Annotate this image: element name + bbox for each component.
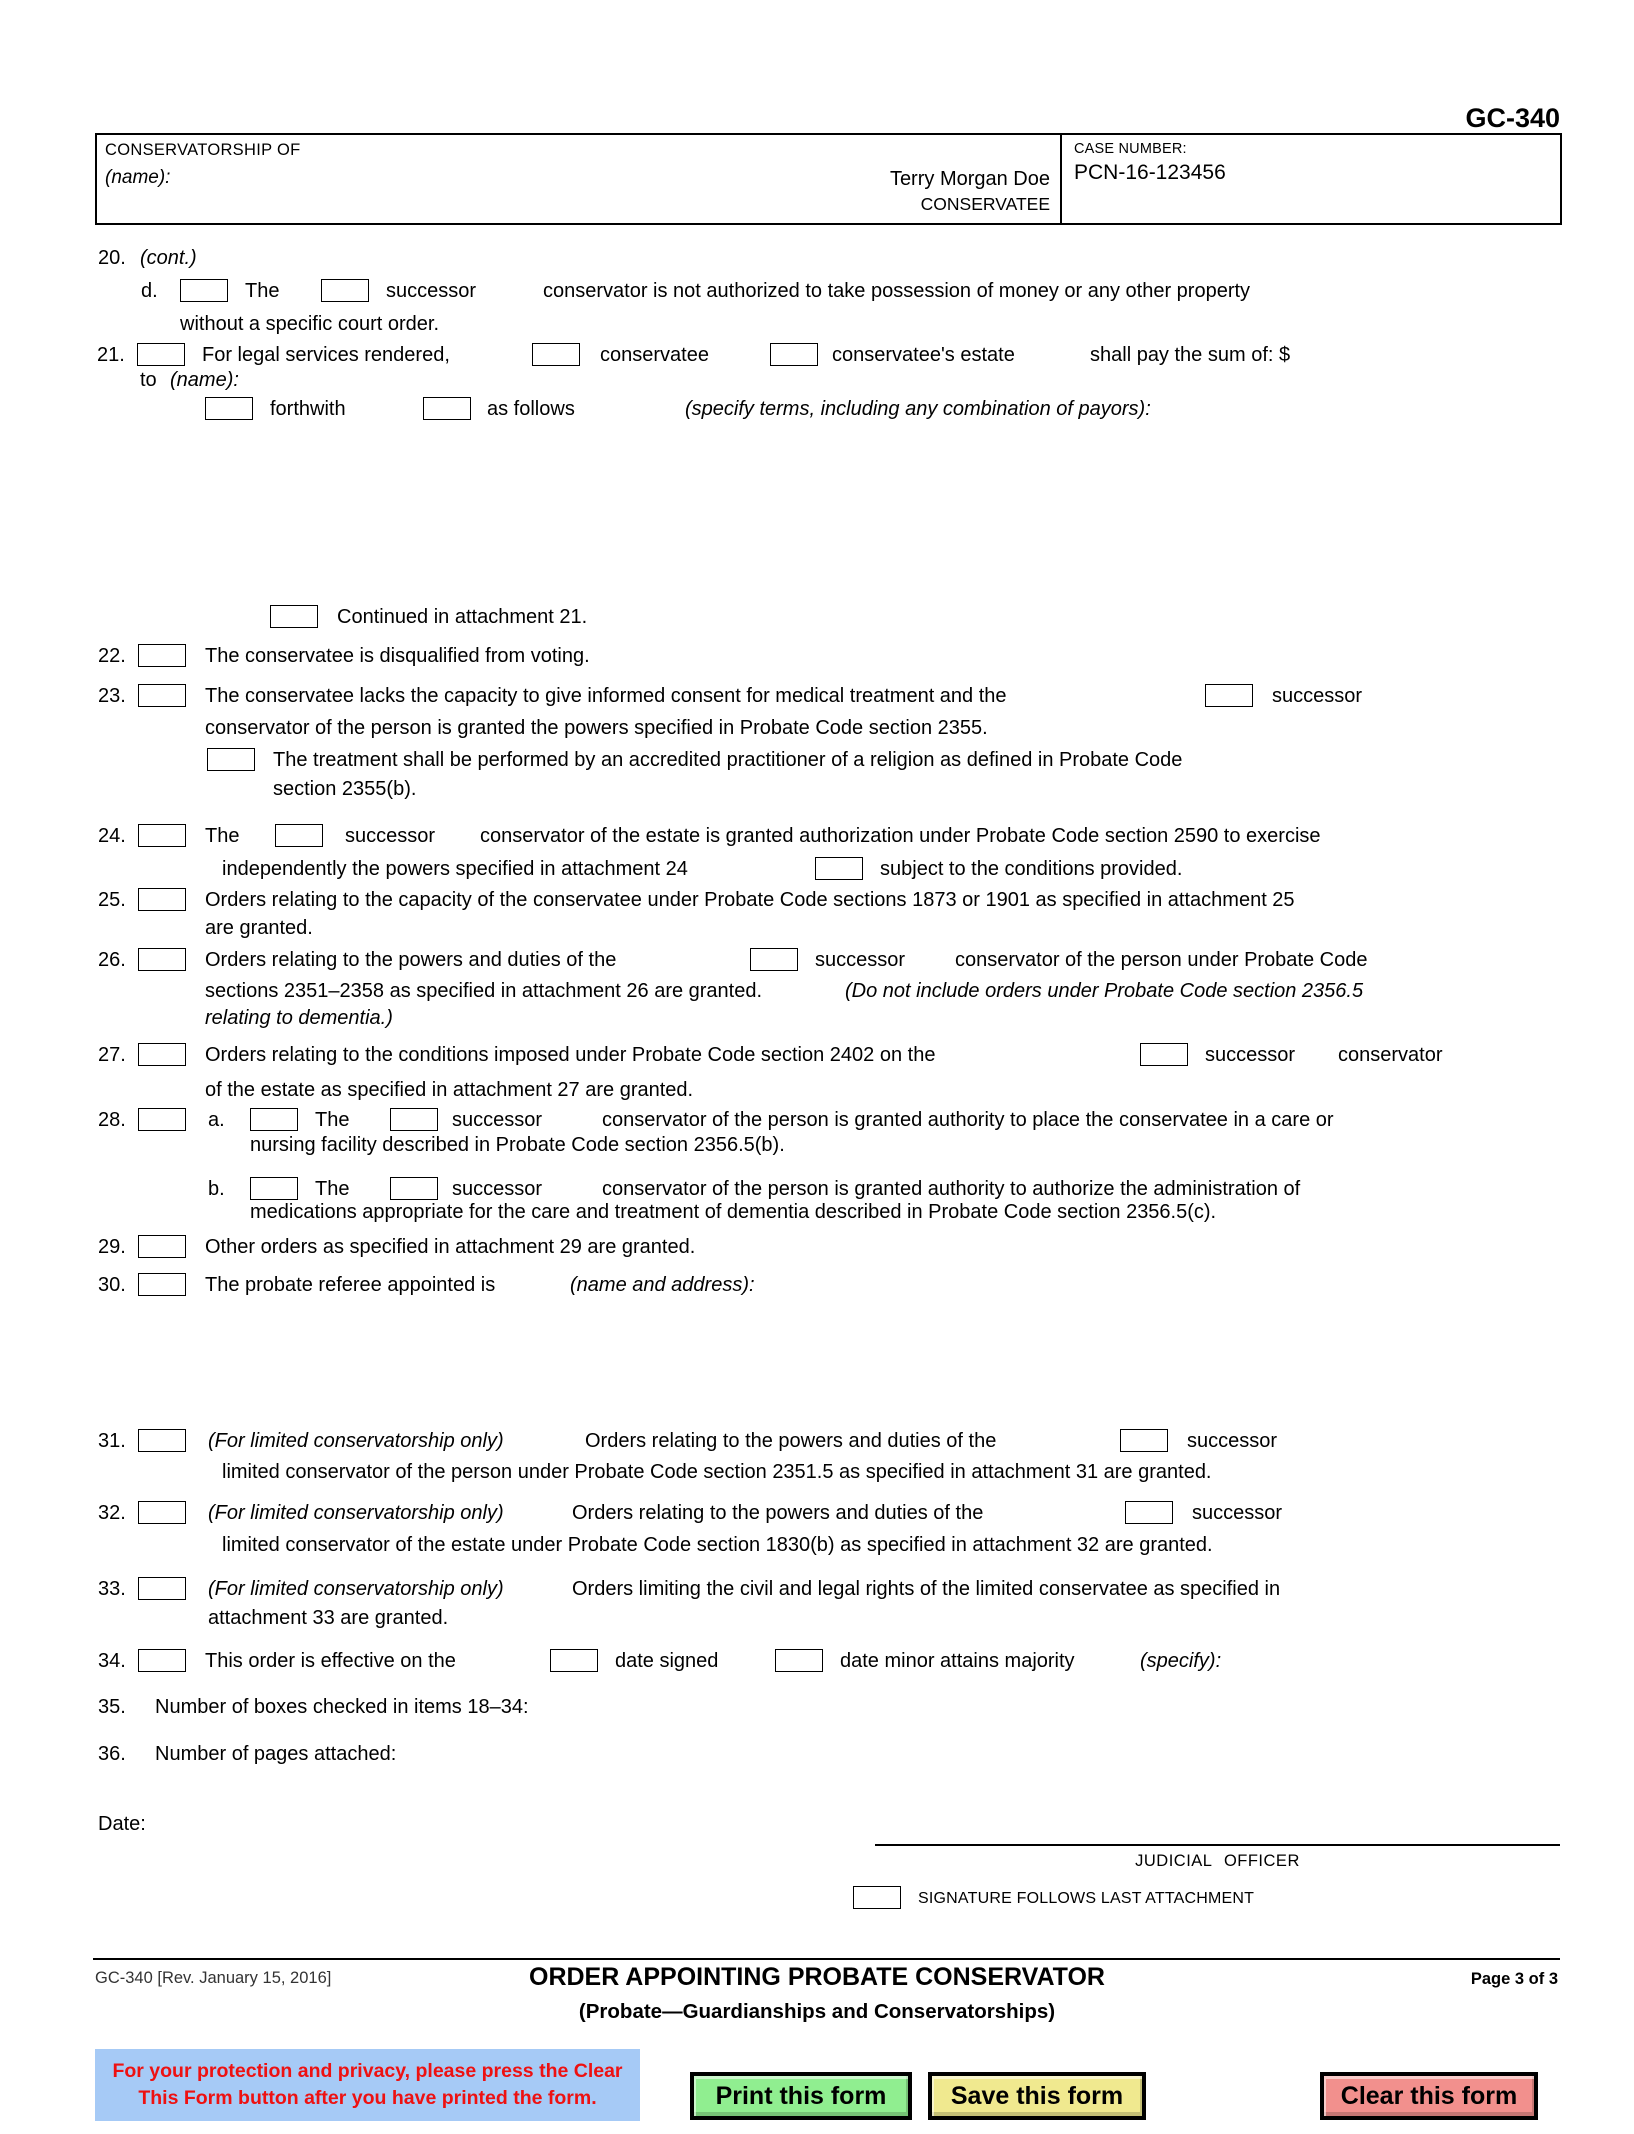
- item22-number: 22.: [98, 645, 126, 667]
- item34-date-signed-checkbox[interactable]: [550, 1649, 598, 1672]
- item24-checkbox[interactable]: [138, 824, 186, 847]
- item35-line: [0, 1695, 1634, 1721]
- item34-text: This order is effective on the: [205, 1650, 456, 1672]
- item28a-text: conservator of the person is granted authority to place the conservatee in a care or: [602, 1109, 1334, 1131]
- item21-number: 21.: [97, 344, 125, 366]
- footer-rule: [93, 1958, 1560, 1960]
- item24-conditions-checkbox[interactable]: [815, 857, 863, 880]
- item29-text: Other orders as specified in attachment 29 are granted.: [205, 1236, 696, 1258]
- item24-successor-checkbox[interactable]: [275, 824, 323, 847]
- item35-number: 35.: [98, 1696, 126, 1718]
- item21-as-follows-checkbox[interactable]: [423, 397, 471, 420]
- item23-line2: [0, 716, 1634, 742]
- case-number-value[interactable]: PCN-16-123456: [1074, 161, 1226, 184]
- item34-line: [0, 1649, 1634, 1675]
- item28b-the-checkbox[interactable]: [250, 1177, 298, 1200]
- item20d-letter: d.: [141, 280, 158, 302]
- item27-successor-checkbox[interactable]: [1140, 1043, 1188, 1066]
- item23-successor-checkbox[interactable]: [1205, 684, 1253, 707]
- item20-cont-label: (cont.): [140, 247, 197, 269]
- item31-successor-label: successor: [1187, 1430, 1278, 1452]
- item34-specify-label: (specify):: [1140, 1650, 1222, 1672]
- item28a-line1: [0, 1108, 1634, 1134]
- item31-checkbox[interactable]: [138, 1429, 186, 1452]
- item28a-successor-label: successor: [452, 1109, 543, 1131]
- item28b-successor-label: successor: [452, 1178, 543, 1200]
- item33-line1: [0, 1577, 1634, 1603]
- item31-successor-checkbox[interactable]: [1120, 1429, 1168, 1452]
- item21-text: to: [140, 369, 157, 391]
- item30-line: [0, 1273, 1634, 1299]
- judicial-officer-signature-line: [875, 1844, 1560, 1846]
- item20d-the-checkbox[interactable]: [180, 279, 228, 302]
- item21-continued-line: [0, 605, 1634, 631]
- item28-checkbox[interactable]: [138, 1108, 186, 1131]
- item20d-line1: [0, 279, 1634, 305]
- item21-text: For legal services rendered,: [202, 344, 450, 366]
- item33-limited-label: (For limited conservatorship only): [208, 1578, 504, 1600]
- item33-line2: [0, 1606, 1634, 1632]
- form-title: ORDER APPOINTING PROBATE CONSERVATOR: [529, 1963, 1105, 1991]
- item23-checkbox[interactable]: [138, 684, 186, 707]
- item36-text: Number of pages attached:: [155, 1743, 397, 1765]
- item34-minor-majority-checkbox[interactable]: [775, 1649, 823, 1672]
- item28a-letter: a.: [208, 1109, 225, 1131]
- item27-line2: [0, 1078, 1634, 1104]
- page-number: Page 3 of 3: [1470, 1970, 1558, 1988]
- signature-follows-checkbox[interactable]: [853, 1886, 901, 1909]
- item27-successor-label: successor: [1205, 1044, 1296, 1066]
- item24-line1: [0, 824, 1634, 850]
- item26-line2: [0, 979, 1634, 1005]
- item28a-line2: [0, 1133, 1634, 1159]
- form-subtitle: (Probate—Guardianships and Conservatorships): [578, 2000, 1056, 2023]
- date-label: Date:: [98, 1813, 146, 1835]
- item24-text: The: [205, 825, 240, 847]
- conservatorship-of-label: CONSERVATORSHIP OF: [105, 141, 301, 159]
- item26-line1: [0, 948, 1634, 974]
- item21-as-follows-label: as follows: [487, 398, 575, 420]
- item27-line1: [0, 1043, 1634, 1069]
- item34-minor-majority-label: date minor attains majority: [840, 1650, 1075, 1672]
- item34-number: 34.: [98, 1650, 126, 1672]
- caption-divider: [1060, 135, 1062, 223]
- item21-text: shall pay the sum of: $: [1090, 344, 1291, 366]
- case-caption-box: [95, 133, 1562, 225]
- item26-note: (Do not include orders under Probate Code section 2356.5: [845, 980, 1364, 1002]
- item31-text: Orders relating to the powers and duties of the: [585, 1430, 997, 1452]
- clear-form-button[interactable]: Clear this form: [1320, 2072, 1538, 2120]
- item35-text: Number of boxes checked in items 18–34:: [155, 1696, 529, 1718]
- item20-cont-line: [0, 246, 1634, 272]
- privacy-notice-line1: For your protection and privacy, please press the Clear: [112, 2060, 623, 2082]
- item31-limited-label: (For limited conservatorship only): [208, 1430, 504, 1452]
- item20d-text: conservator is not authorized to take possession of money or any other property: [543, 280, 1251, 302]
- item28b-letter: b.: [208, 1178, 225, 1200]
- item20d-text: without a specific court order.: [180, 313, 440, 335]
- form-code-label: GC-340: [1465, 103, 1560, 133]
- item25-checkbox[interactable]: [138, 888, 186, 911]
- item21-estate-checkbox[interactable]: [770, 343, 818, 366]
- item20d-line2: [0, 312, 1634, 338]
- save-form-button[interactable]: Save this form: [928, 2072, 1146, 2120]
- item23-religion-line1: [0, 748, 1634, 774]
- item21-forthwith-label: forthwith: [270, 398, 346, 420]
- item21-line2: [0, 368, 1634, 394]
- item28b-text: conservator of the person is granted authority to authorize the administration of: [602, 1178, 1301, 1200]
- item28b-line2: [0, 1200, 1634, 1226]
- item33-checkbox[interactable]: [138, 1577, 186, 1600]
- item31-number: 31.: [98, 1430, 126, 1452]
- item23-religion-line2: [0, 777, 1634, 803]
- item21-name-label: (name):: [170, 369, 239, 391]
- item26-successor-checkbox[interactable]: [750, 948, 798, 971]
- item27-checkbox[interactable]: [138, 1043, 186, 1066]
- item26-line3: [0, 1006, 1634, 1032]
- item23-successor-label: successor: [1272, 685, 1363, 707]
- item33-number: 33.: [98, 1578, 126, 1600]
- print-form-button[interactable]: Print this form: [690, 2072, 912, 2120]
- item32-checkbox[interactable]: [138, 1501, 186, 1524]
- privacy-notice-line2: This Form button after you have printed the form.: [138, 2087, 597, 2109]
- item21-continued-label: Continued in attachment 21.: [337, 606, 588, 628]
- item22-checkbox[interactable]: [138, 644, 186, 667]
- item22-line: [0, 644, 1634, 670]
- item25-text: Orders relating to the capacity of the conservatee under Probate Code sections 1873 or 1901 as specified in attachment 25: [205, 889, 1295, 911]
- item29-number: 29.: [98, 1236, 126, 1258]
- item28a-text: The: [315, 1109, 350, 1131]
- item20d-successor-label: successor: [386, 280, 477, 302]
- judicial-officer-label: JUDICIAL OFFICER: [1135, 1852, 1300, 1870]
- item23-line1: [0, 684, 1634, 710]
- item32-limited-label: (For limited conservatorship only): [208, 1502, 504, 1524]
- item23-text: The conservatee lacks the capacity to give informed consent for medical treatment and the: [205, 685, 1007, 707]
- item20d-successor-checkbox[interactable]: [321, 279, 369, 302]
- item30-text: The probate referee appointed is: [205, 1274, 496, 1296]
- item27-text: conservator: [1338, 1044, 1443, 1066]
- item21-specify-label: (specify terms, including any combination of payors):: [685, 398, 1151, 420]
- item26-text: sections 2351–2358 as specified in attachment 26 are granted.: [205, 980, 763, 1002]
- item28b-text: The: [315, 1178, 350, 1200]
- item28b-successor-checkbox[interactable]: [390, 1177, 438, 1200]
- item31-text: limited conservator of the person under Probate Code section 2351.5 as specified in attachment 31 are granted.: [222, 1461, 1212, 1483]
- privacy-notice: [95, 2049, 640, 2121]
- item24-conditions-label: subject to the conditions provided.: [880, 858, 1183, 880]
- date-line: [0, 1812, 1634, 1838]
- item27-text: Orders relating to the conditions imposed under Probate Code section 2402 on the: [205, 1044, 936, 1066]
- item23-religion-text: The treatment shall be performed by an accredited practitioner of a religion as defined in Probate Code: [273, 749, 1183, 771]
- item32-text: Orders relating to the powers and duties of the: [572, 1502, 984, 1524]
- item21-continued-checkbox[interactable]: [270, 605, 318, 628]
- item28a-the-checkbox[interactable]: [250, 1108, 298, 1131]
- item32-text: limited conservator of the estate under Probate Code section 1830(b) as specified in attachment 32 are granted.: [222, 1534, 1213, 1556]
- case-number-label: CASE NUMBER:: [1074, 141, 1187, 157]
- item32-successor-checkbox[interactable]: [1125, 1501, 1173, 1524]
- item26-note: relating to dementia.): [205, 1007, 393, 1029]
- item26-successor-label: successor: [815, 949, 906, 971]
- item25-line1: [0, 888, 1634, 914]
- item36-number: 36.: [98, 1743, 126, 1765]
- item21-checkbox[interactable]: [137, 343, 185, 366]
- item30-name-address-label: (name and address):: [570, 1274, 755, 1296]
- item32-line2: [0, 1533, 1634, 1559]
- item30-checkbox[interactable]: [138, 1273, 186, 1296]
- item31-line2: [0, 1460, 1634, 1486]
- item28b-text: medications appropriate for the care and treatment of dementia described in Probate Code section 2356.5(c).: [250, 1201, 1217, 1223]
- item21-conservatee-checkbox[interactable]: [532, 343, 580, 366]
- item25-text: are granted.: [205, 917, 313, 939]
- item28a-text: nursing facility described in Probate Code section 2356.5(b).: [250, 1134, 785, 1156]
- item32-successor-label: successor: [1192, 1502, 1283, 1524]
- item33-text: attachment 33 are granted.: [208, 1607, 449, 1629]
- item21-line3: [0, 397, 1634, 423]
- item23-number: 23.: [98, 685, 126, 707]
- form-revision-label: GC-340 [Rev. January 15, 2016]: [95, 1969, 332, 1987]
- item30-number: 30.: [98, 1274, 126, 1296]
- item24-successor-label: successor: [345, 825, 436, 847]
- item24-number: 24.: [98, 825, 126, 847]
- item27-number: 27.: [98, 1044, 126, 1066]
- item26-checkbox[interactable]: [138, 948, 186, 971]
- item26-text: Orders relating to the powers and duties of the: [205, 949, 617, 971]
- item23-religion-text: section 2355(b).: [273, 778, 417, 800]
- item21-conservatee-label: conservatee: [600, 344, 709, 366]
- item23-religion-checkbox[interactable]: [207, 748, 255, 771]
- item27-text: of the estate as specified in attachment 27 are granted.: [205, 1079, 694, 1101]
- item24-line2: [0, 857, 1634, 883]
- item34-date-signed-label: date signed: [615, 1650, 719, 1672]
- conservatee-label: CONSERVATEE: [920, 194, 1050, 214]
- item31-line1: [0, 1429, 1634, 1455]
- item32-line1: [0, 1501, 1634, 1527]
- item21-line1: [0, 343, 1634, 369]
- item26-number: 26.: [98, 949, 126, 971]
- item29-checkbox[interactable]: [138, 1235, 186, 1258]
- item33-text: Orders limiting the civil and legal rights of the limited conservatee as specified in: [572, 1578, 1281, 1600]
- item36-line: [0, 1742, 1634, 1768]
- item34-checkbox[interactable]: [138, 1649, 186, 1672]
- item25-number: 25.: [98, 889, 126, 911]
- item28a-successor-checkbox[interactable]: [390, 1108, 438, 1131]
- conservatee-name: Terry Morgan Doe: [889, 168, 1050, 190]
- item21-estate-label: conservatee's estate: [832, 344, 1015, 366]
- item25-line2: [0, 916, 1634, 942]
- name-label: (name):: [105, 167, 171, 188]
- item32-number: 32.: [98, 1502, 126, 1524]
- item24-text: conservator of the estate is granted authorization under Probate Code section 2590 to exercise: [480, 825, 1321, 847]
- item29-line: [0, 1235, 1634, 1261]
- item20d-text: The: [245, 280, 280, 302]
- item21-forthwith-checkbox[interactable]: [205, 397, 253, 420]
- item24-text: independently the powers specified in attachment 24: [222, 858, 688, 880]
- item28-number: 28.: [98, 1109, 126, 1131]
- item22-text: The conservatee is disqualified from voting.: [205, 645, 590, 667]
- item23-text: conservator of the person is granted the powers specified in Probate Code section 2355.: [205, 717, 988, 739]
- signature-follows-label: SIGNATURE FOLLOWS LAST ATTACHMENT: [918, 1890, 1255, 1907]
- item20-number: 20.: [98, 247, 126, 269]
- item26-text: conservator of the person under Probate Code: [955, 949, 1368, 971]
